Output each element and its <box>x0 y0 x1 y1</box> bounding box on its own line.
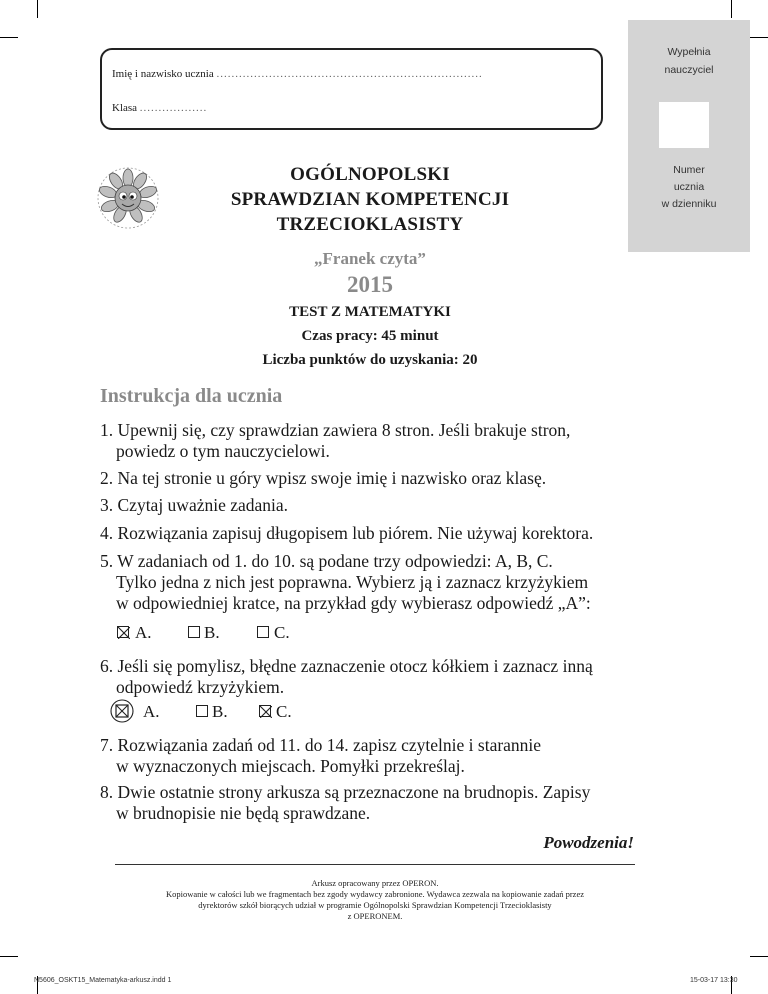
instruction-3: 3. Czytaj uważnie zadania. <box>100 495 289 515</box>
instruction-7-line-2: w wyznaczonych miejscach. Pomyłki przekreślaj. <box>116 756 465 776</box>
example-options-2 <box>110 702 320 724</box>
option-a-label: A. <box>135 623 152 642</box>
instruction-7 <box>100 735 660 777</box>
crop-mark <box>750 37 768 38</box>
footer-line-4: z OPERONEM. <box>347 911 403 921</box>
subtitle: „Franek czyta” <box>314 249 426 268</box>
instruction-5-line-3: w odpowiedniej kratce, na przykład gdy wybierasz odpowiedź „A”: <box>116 593 591 613</box>
title-line-2: SPRAWDZIAN KOMPETENCJI <box>230 189 510 210</box>
instruction-5-line-1: 5. W zadaniach od 1. do 10. są podane trzy odpowiedzi: A, B, C. <box>100 551 553 571</box>
year: 2015 <box>347 272 393 297</box>
instructions-heading: Instrukcja dla ucznia <box>100 385 283 407</box>
instruction-4: 4. Rozwiązania zapisuj długopisem lub piórem. Nie używaj korektora. <box>100 523 594 543</box>
instruction-5-line-2: Tylko jedna z nich jest poprawna. Wybierz ją i zaznacz krzyżykiem <box>116 572 589 592</box>
footer-line-2: Kopiowanie w całości lub we fragmentach bez zgody wydawcy zabronione. Wydawca zezwala na kopiowanie zadań przez <box>165 889 584 899</box>
crop-mark <box>0 37 18 38</box>
class-label: Klasa <box>112 102 138 114</box>
name-dots: ....................................................................... <box>216 68 483 80</box>
empty-checkbox <box>196 705 208 717</box>
footer-divider <box>115 864 635 865</box>
crop-mark <box>0 956 18 957</box>
name-field[interactable] <box>112 68 483 80</box>
name-label: Imię i nazwisko ucznia <box>112 68 214 80</box>
teacher-panel <box>628 20 750 252</box>
option-c-label: C. <box>274 623 290 642</box>
cross-icon <box>117 626 129 638</box>
instruction-7-line-1: 7. Rozwiązania zadań od 11. do 14. zapisz czytelnie i starannie <box>100 735 542 755</box>
empty-checkbox <box>257 626 269 638</box>
example-options-1 <box>117 623 317 645</box>
footer-line-1: Arkusz opracowany przez OPERON. <box>311 878 439 888</box>
crop-mark <box>37 0 38 18</box>
instruction-8 <box>100 782 660 824</box>
option-c-label: C. <box>276 702 292 721</box>
instruction-6-line-1: 6. Jeśli się pomylisz, błędne zaznaczenie otocz kółkiem i zaznacz inną <box>100 656 593 676</box>
class-dots: .................. <box>139 102 208 114</box>
instruction-5 <box>100 551 660 614</box>
circled-cross-icon <box>110 699 134 723</box>
footer-line-3: dyrektorów szkół biorących udział w programie Ogólnopolski Sprawdzian Kompetencji Trzecioklasisty <box>198 900 552 910</box>
closing-text: Powodzenia! <box>543 833 634 852</box>
instruction-6-line-2: odpowiedź krzyżykiem. <box>116 677 285 697</box>
instruction-1-line-1: 1. Upewnij się, czy sprawdzian zawiera 8 stron. Jeśli brakuje stron, <box>100 420 571 440</box>
crop-mark <box>750 956 768 957</box>
instruction-6 <box>100 656 660 698</box>
instruction-1-line-2: powiedz o tym nauczycielowi. <box>116 441 330 461</box>
instruction-8-line-1: 8. Dwie ostatnie strony arkusza są przeznaczone na brudnopis. Zapisy <box>100 782 591 802</box>
instruction-8-line-2: w brudnopisie nie będą sprawdzane. <box>116 803 371 823</box>
numer-label-2: ucznia <box>673 181 705 193</box>
option-b-label: B. <box>204 623 220 642</box>
print-file-info: N5606_OSKT15_Matematyka-arkusz.indd 1 <box>34 977 172 984</box>
numer-label-1: Numer <box>673 164 705 176</box>
franek-mascot-logo <box>92 166 164 230</box>
title-line-3: TRZECIOKLASISTY <box>276 214 464 235</box>
test-name: TEST Z MATEMATYKI <box>289 304 451 320</box>
empty-checkbox <box>188 626 200 638</box>
points-info: Liczba punktów do uzyskania: 20 <box>262 352 478 368</box>
time-info: Czas pracy: 45 minut <box>301 328 439 344</box>
student-info-box <box>100 48 603 130</box>
option-b-label: B. <box>212 702 228 721</box>
numer-label-3: w dzienniku <box>661 198 717 210</box>
instruction-1 <box>100 420 660 462</box>
teacher-label-2: nauczyciel <box>664 64 714 76</box>
class-field[interactable] <box>112 102 207 114</box>
teacher-label-1: Wypełnia <box>667 46 711 58</box>
teacher-score-box[interactable] <box>659 102 709 148</box>
title-line-1: OGÓLNOPOLSKI <box>290 164 450 185</box>
option-a-label: A. <box>143 702 160 721</box>
crop-mark <box>731 0 732 18</box>
instruction-2: 2. Na tej stronie u góry wpisz swoje imię i nazwisko oraz klasę. <box>100 468 547 488</box>
cross-icon <box>259 705 271 717</box>
print-timestamp: 15-03-17 13:30 <box>690 977 738 984</box>
